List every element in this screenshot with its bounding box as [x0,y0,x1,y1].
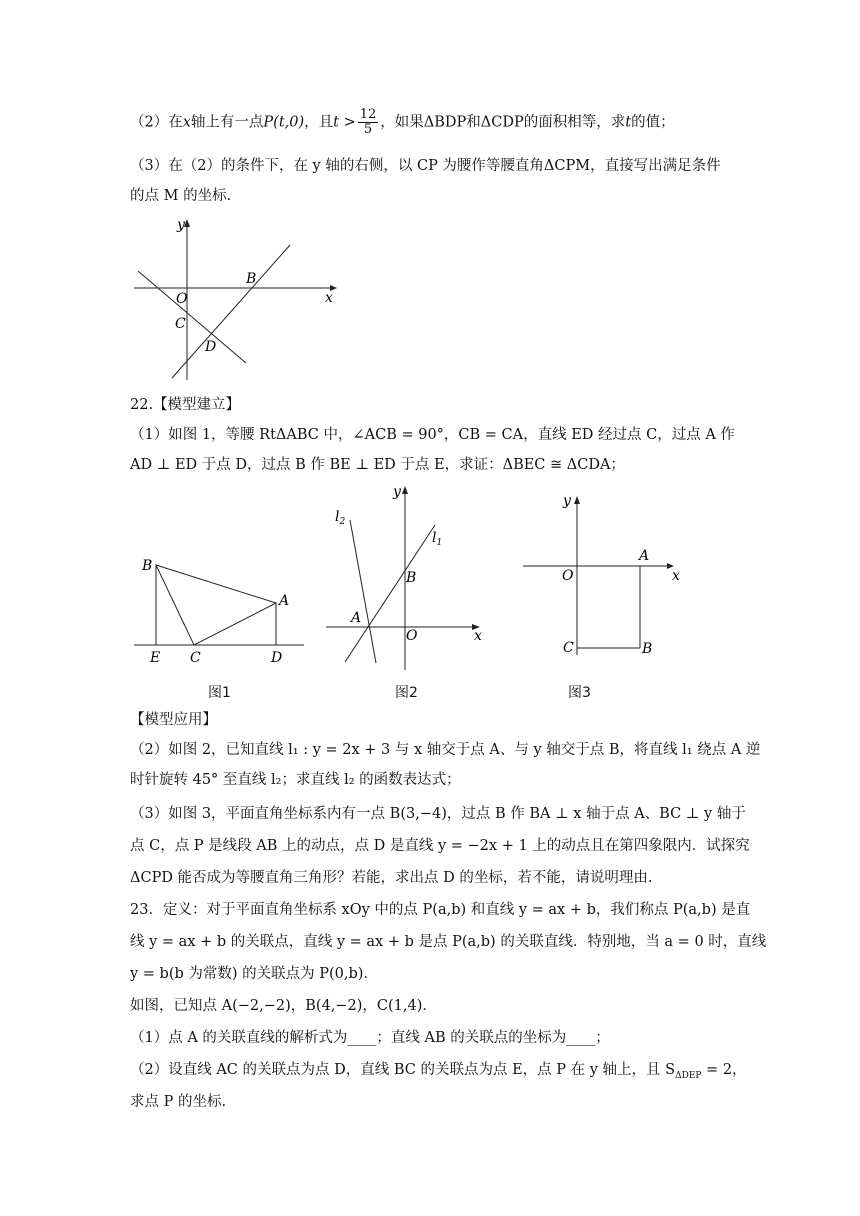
q22-part3-line3: ΔCPD 能否成为等腰直角三角形？若能，求出点 D 的坐标，若不能，请说明理由. [130,870,653,886]
q22-part2-line2: 时针旋转 45° 至直线 l₂；求直线 l₂ 的函数表达式； [130,772,461,788]
label-d: D [205,339,217,355]
label-x: x [474,628,482,644]
line-l2 [350,520,376,663]
figure-2 [320,480,490,675]
y-axis-arrow [402,486,408,494]
q23-line1: 23．定义：对于平面直角坐标系 xOy 中的点 P(a,b) 和直线 y = ax + b，我们称点 P(a,b) 是直 [130,902,751,918]
label-a: A [279,593,290,609]
caption-figure-2: 图2 [395,685,418,701]
q22-part1-line2: AD ⊥ ED 于点 D，过点 B 作 BE ⊥ ED 于点 E，求证：ΔBEC ≅ ΔCDA； [130,457,625,473]
line-bd [172,245,290,378]
label-x: x [325,290,333,306]
q22-part3-line1: （3）如图 3，平面直角坐标系内有一点 B(3,−4)，过点 B 作 BA ⊥ x 轴于点 A、BC ⊥ y 轴于 [130,806,746,822]
label-c: C [563,640,574,656]
label-b: B [642,641,653,657]
q23-line2: 线 y = ax + b 的关联点，直线 y = ax + b 是点 P(a,b) 的关联直线．特别地，当 a = 0 时，直线 [130,934,767,950]
line-cd [138,271,246,363]
label-x: x [672,568,680,584]
q21-part3-line2: 的点 M 的坐标. [130,188,232,204]
label-l1: $l_1$ [432,530,443,548]
label-a: A [351,610,362,626]
fraction-12-5: $\frac{12}{5}$ [359,107,377,137]
q23-line4: 如图，已知点 A(−2,−2)，B(4,−2)，C(1,4)． [130,998,437,1014]
figure-q21 [130,215,345,385]
label-y: y [393,484,401,500]
q23-line7: 求点 P 的坐标. [130,1094,227,1110]
label-c: C [175,316,186,332]
q22-title: 22.【模型建立】 [130,397,241,413]
q21-part2: （2）在x轴上有一点P(t,0)，且t > $\frac{12}{5}$ ，如果ΔBDP和ΔCDP的面积相等，求t的值； [130,107,675,137]
triangle-abc [156,565,276,645]
y-axis-arrow [574,496,580,504]
q22-application-title: 【模型应用】 [130,712,217,728]
figure-3 [515,490,690,660]
label-c: C [190,650,201,665]
q23-line6: （2）设直线 AC 的关联点为点 D，直线 BC 的关联点为点 E，点 P 在 y 轴上，且 $S_{\Delta DEP} = 2$， [130,1062,747,1081]
caption-figure-1: 图1 [208,685,231,701]
label-d: D [271,650,283,665]
q22-part3-line2: 点 C，点 P 是线段 AB 上的动点，点 D 是直线 y = −2x + 1 上的动点且在第四象限内．试探究 [130,838,750,854]
label-a: A [639,548,650,564]
q21-part3-line1: （3）在（2）的条件下，在 y 轴的右侧，以 CP 为腰作等腰直角ΔCPM，直接写出满足条件 [130,158,721,174]
label-b: B [406,570,417,586]
label-y: y [177,217,185,233]
q23-line5: （1）点 A 的关联直线的解析式为____；直线 AB 的关联点的坐标为____； [130,1030,610,1046]
label-y: y [563,493,571,509]
figure-1 [130,550,310,665]
label-l2: $l_2$ [335,509,346,527]
q23-line3: y = b(b 为常数) 的关联点为 P(0,b)． [130,966,378,982]
q22-part1-line1: （1）如图 1，等腰 RtΔABC 中，∠ACB = 90°，CB = CA，直线 ED 经过点 C，过点 A 作 [130,427,735,443]
caption-figure-3: 图3 [568,685,591,701]
label-e: E [150,650,161,665]
label-b: B [246,271,257,287]
label-o: O [406,628,418,644]
label-o: O [176,291,188,307]
label-o: O [562,568,574,584]
label-b: B [142,558,153,574]
line-l1 [345,525,435,662]
q22-part2-line1: （2）如图 2，已知直线 l₁ : y = 2x + 3 与 x 轴交于点 A、与 y 轴交于点 B，将直线 l₁ 绕点 A 逆 [130,742,761,758]
